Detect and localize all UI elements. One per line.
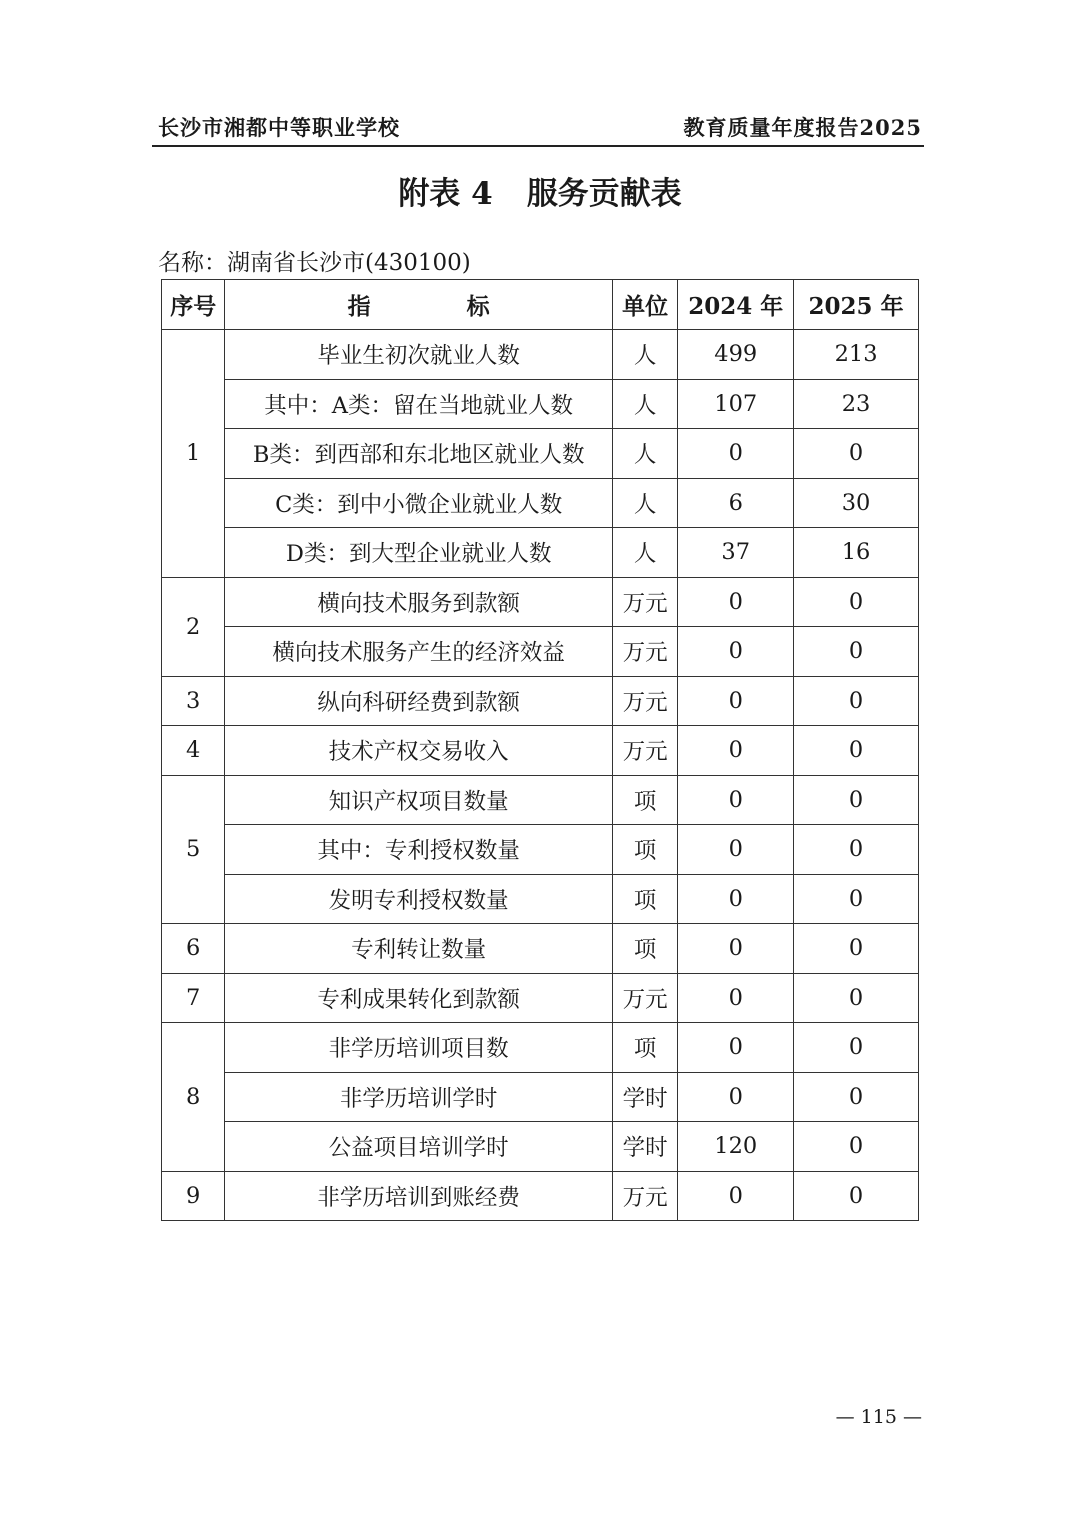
unit-cell: 学时: [612, 1072, 677, 1122]
table-row: [162, 627, 919, 677]
indicator-cell: B类：到西部和东北地区就业人数: [225, 429, 613, 479]
unit-cell: 万元: [612, 577, 677, 627]
row-number: 4: [162, 726, 225, 776]
value-2025-cell: 0: [794, 676, 919, 726]
indicator-cell: 技术产权交易收入: [225, 726, 613, 776]
value-2025-cell: 0: [794, 627, 919, 677]
table-row: [162, 528, 919, 578]
row-number: 5: [162, 775, 225, 924]
indicator-cell: 发明专利授权数量: [225, 874, 613, 924]
indicator-cell: 纵向科研经费到款额: [225, 676, 613, 726]
service-contribution-table: [161, 279, 919, 1221]
header-report-title: 教育质量年度报告2025: [683, 115, 922, 140]
value-2024-cell: 0: [678, 1023, 794, 1073]
table-row: [162, 775, 919, 825]
value-2025-cell: 16: [794, 528, 919, 578]
unit-cell: 项: [612, 775, 677, 825]
table-row: [162, 379, 919, 429]
value-2024-cell: 499: [678, 330, 794, 380]
name-line: 名称：湖南省长沙市(430100): [158, 250, 471, 276]
row-number: 6: [162, 924, 225, 974]
unit-cell: 万元: [612, 627, 677, 677]
value-2025-cell: 23: [794, 379, 919, 429]
value-2024-cell: 0: [678, 676, 794, 726]
value-2024-cell: 0: [678, 577, 794, 627]
value-2025-cell: 0: [794, 973, 919, 1023]
value-2025-cell: 0: [794, 726, 919, 776]
header-2024: 2024 年: [678, 280, 794, 330]
value-2025-cell: 0: [794, 1171, 919, 1221]
row-number: 3: [162, 676, 225, 726]
value-2024-cell: 107: [678, 379, 794, 429]
table-row: [162, 874, 919, 924]
header-indicator: 指 标: [225, 280, 613, 330]
indicator-cell: 其中：A类：留在当地就业人数: [225, 379, 613, 429]
table-row: [162, 973, 919, 1023]
value-2024-cell: 120: [678, 1122, 794, 1172]
value-2025-cell: 0: [794, 775, 919, 825]
value-2025-cell: 0: [794, 577, 919, 627]
table-header-row: [162, 280, 919, 330]
table-row: [162, 330, 919, 380]
header-2025: 2025 年: [794, 280, 919, 330]
unit-cell: 人: [612, 379, 677, 429]
value-2024-cell: 0: [678, 726, 794, 776]
value-2024-cell: 0: [678, 1171, 794, 1221]
row-number: 8: [162, 1023, 225, 1172]
table-row: [162, 1072, 919, 1122]
unit-cell: 项: [612, 825, 677, 875]
header-rule: [152, 145, 924, 147]
row-number: 7: [162, 973, 225, 1023]
row-number: 1: [162, 330, 225, 578]
indicator-cell: 公益项目培训学时: [225, 1122, 613, 1172]
value-2025-cell: 0: [794, 924, 919, 974]
indicator-cell: 毕业生初次就业人数: [225, 330, 613, 380]
value-2024-cell: 0: [678, 924, 794, 974]
title-main: 服务贡献表: [526, 176, 682, 212]
value-2025-cell: 30: [794, 478, 919, 528]
row-number: 9: [162, 1171, 225, 1221]
header-unit: 单位: [612, 280, 677, 330]
indicator-cell: 横向技术服务产生的经济效益: [225, 627, 613, 677]
table-row: [162, 577, 919, 627]
value-2024-cell: 0: [678, 973, 794, 1023]
indicator-cell: 非学历培训学时: [225, 1072, 613, 1122]
indicator-cell: 非学历培训到账经费: [225, 1171, 613, 1221]
value-2024-cell: 0: [678, 429, 794, 479]
indicator-cell: D类：到大型企业就业人数: [225, 528, 613, 578]
value-2025-cell: 213: [794, 330, 919, 380]
unit-cell: 人: [612, 528, 677, 578]
row-number: 2: [162, 577, 225, 676]
table-row: [162, 1122, 919, 1172]
value-2024-cell: 6: [678, 478, 794, 528]
table-row: [162, 825, 919, 875]
value-2024-cell: 0: [678, 1072, 794, 1122]
unit-cell: 万元: [612, 676, 677, 726]
value-2025-cell: 0: [794, 825, 919, 875]
value-2025-cell: 0: [794, 874, 919, 924]
indicator-cell: 知识产权项目数量: [225, 775, 613, 825]
value-2024-cell: 37: [678, 528, 794, 578]
unit-cell: 万元: [612, 726, 677, 776]
table-row: [162, 676, 919, 726]
indicator-cell: 专利成果转化到款额: [225, 973, 613, 1023]
value-2025-cell: 0: [794, 1072, 919, 1122]
value-2024-cell: 0: [678, 874, 794, 924]
value-2025-cell: 0: [794, 1122, 919, 1172]
table-row: [162, 1171, 919, 1221]
indicator-cell: 其中：专利授权数量: [225, 825, 613, 875]
unit-cell: 项: [612, 874, 677, 924]
header-school-name: 长沙市湘都中等职业学校: [158, 115, 400, 140]
unit-cell: 项: [612, 924, 677, 974]
value-2025-cell: 0: [794, 429, 919, 479]
table-row: [162, 1023, 919, 1073]
unit-cell: 学时: [612, 1122, 677, 1172]
value-2024-cell: 0: [678, 825, 794, 875]
indicator-cell: 横向技术服务到款额: [225, 577, 613, 627]
indicator-cell: 非学历培训项目数: [225, 1023, 613, 1073]
indicator-cell: C类：到中小微企业就业人数: [225, 478, 613, 528]
title-prefix: 附表 4: [398, 176, 493, 212]
unit-cell: 项: [612, 1023, 677, 1073]
unit-cell: 人: [612, 429, 677, 479]
table-row: [162, 924, 919, 974]
unit-cell: 人: [612, 330, 677, 380]
value-2024-cell: 0: [678, 775, 794, 825]
unit-cell: 万元: [612, 1171, 677, 1221]
page-number: — 115 —: [835, 1406, 922, 1428]
value-2024-cell: 0: [678, 627, 794, 677]
header-no: 序号: [162, 280, 225, 330]
table-row: [162, 478, 919, 528]
value-2025-cell: 0: [794, 1023, 919, 1073]
unit-cell: 人: [612, 478, 677, 528]
page-title: [0, 168, 1080, 213]
table-row: [162, 726, 919, 776]
table-row: [162, 429, 919, 479]
indicator-cell: 专利转让数量: [225, 924, 613, 974]
unit-cell: 万元: [612, 973, 677, 1023]
